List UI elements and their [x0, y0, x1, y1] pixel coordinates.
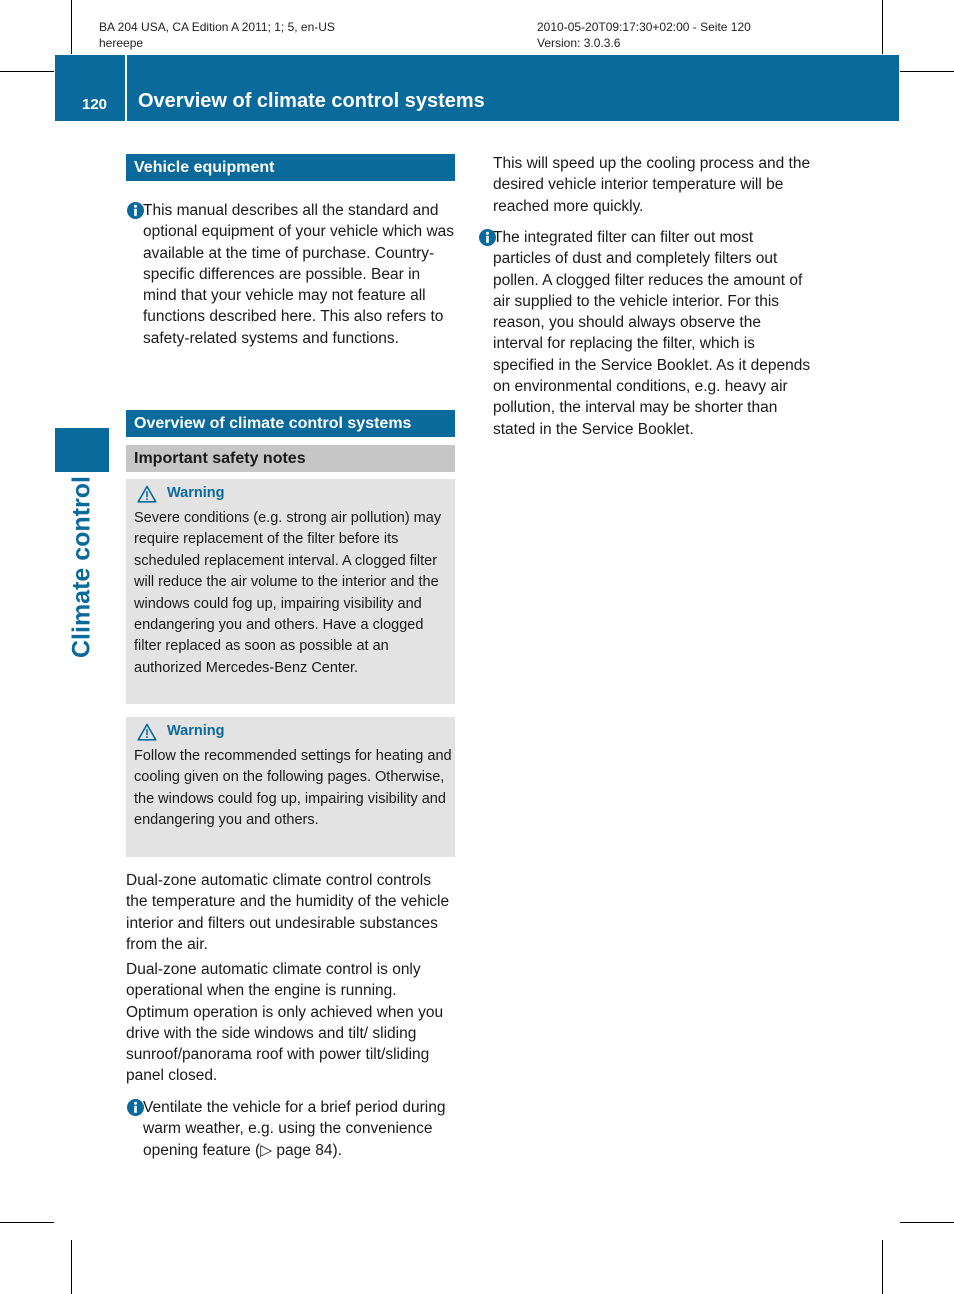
doc-meta-left — [99, 19, 335, 51]
info-text-vehicle-equipment: This manual describes all the standard and optional equipment of your vehicle which was available at the time of purchase. Country-specific differences are possible. Bear in mind that your vehicle may not feature all functions described here. This also refers to safety-related systems and functions. — [143, 202, 455, 347]
warning-triangle-icon — [137, 723, 157, 741]
warning-box — [126, 717, 455, 857]
paragraph-climate-control: Dual-zone automatic climate control controls the temperature and the humidity of the vehicle interior and filters out undesirable substances from the air. — [126, 872, 450, 953]
warning-triangle-icon — [137, 485, 157, 503]
crop-mark — [0, 71, 54, 72]
warning-title: Warning — [167, 723, 225, 739]
page-number: 120 — [82, 96, 108, 113]
doc-meta-right — [537, 19, 751, 51]
doc-meta-line: hereepe — [99, 36, 144, 50]
paragraph-cooling: This will speed up the cooling process and the desired vehicle interior temperature will be reached more quickly. — [493, 155, 811, 215]
doc-meta-line: BA 204 USA, CA Edition A 2011; 1; 5, en-US — [99, 20, 335, 34]
crop-mark — [882, 0, 883, 54]
chapter-tab — [55, 428, 109, 472]
crop-mark — [900, 1222, 954, 1223]
doc-meta-line: 2010-05-20T09:17:30+02:00 - Seite 120 — [537, 20, 751, 34]
section-heading-vehicle-equipment: Vehicle equipment — [126, 154, 455, 181]
crop-mark — [900, 71, 954, 72]
info-icon — [127, 1099, 144, 1116]
crop-mark — [71, 1240, 72, 1294]
warning-text: Severe conditions (e.g. strong air pollution) may require replacement of the filter before its scheduled replacement interval. A clogged filter will reduce the air volume to the interior and the windows could fog up, impairing visibility and endangering you and others. Have a clogged filter replaced as soon as possible at an authorized Mercedes-Benz Center. — [134, 510, 442, 676]
chapter-label: Climate control — [67, 476, 96, 658]
info-text-filter: The integrated filter can filter out most particles of dust and completely filters out pollen. A clogged filter reduces the amount of air supplied to the vehicle interior. For this reason, you should always observe the interval for replacing the filter, which is specified in the Service Booklet. As it depends on environmental conditions, e.g. heavy air pollution, the interval may be shorter than stated in the Service Booklet. — [493, 229, 811, 438]
page-title: Overview of climate control systems — [138, 90, 485, 112]
crop-mark — [882, 1240, 883, 1294]
paragraph-operation: Dual-zone automatic climate control is only operational when the engine is running. Optimum operation is only achieved when you drive with the side windows and tilt/ sliding sunroof/panorama roof with power tilt/sliding panel closed. — [126, 961, 444, 1085]
section-heading-overview: Overview of climate control systems — [126, 410, 455, 437]
crop-mark — [71, 0, 72, 54]
header-divider — [125, 55, 127, 121]
warning-box — [126, 479, 455, 704]
warning-title: Warning — [167, 485, 225, 501]
subheading-safety-notes: Important safety notes — [126, 445, 455, 472]
doc-meta-line: Version: 3.0.3.6 — [537, 36, 621, 50]
warning-text: Follow the recommended settings for heating and cooling given on the following pages. Otherwise, the windows could fog up, impairing visibility and endangering you and others. — [134, 748, 452, 829]
crop-mark — [0, 1222, 54, 1223]
info-text-ventilate: Ventilate the vehicle for a brief period during warm weather, e.g. using the convenience opening feature (▷ page 84). — [143, 1099, 446, 1159]
info-icon — [127, 202, 144, 219]
